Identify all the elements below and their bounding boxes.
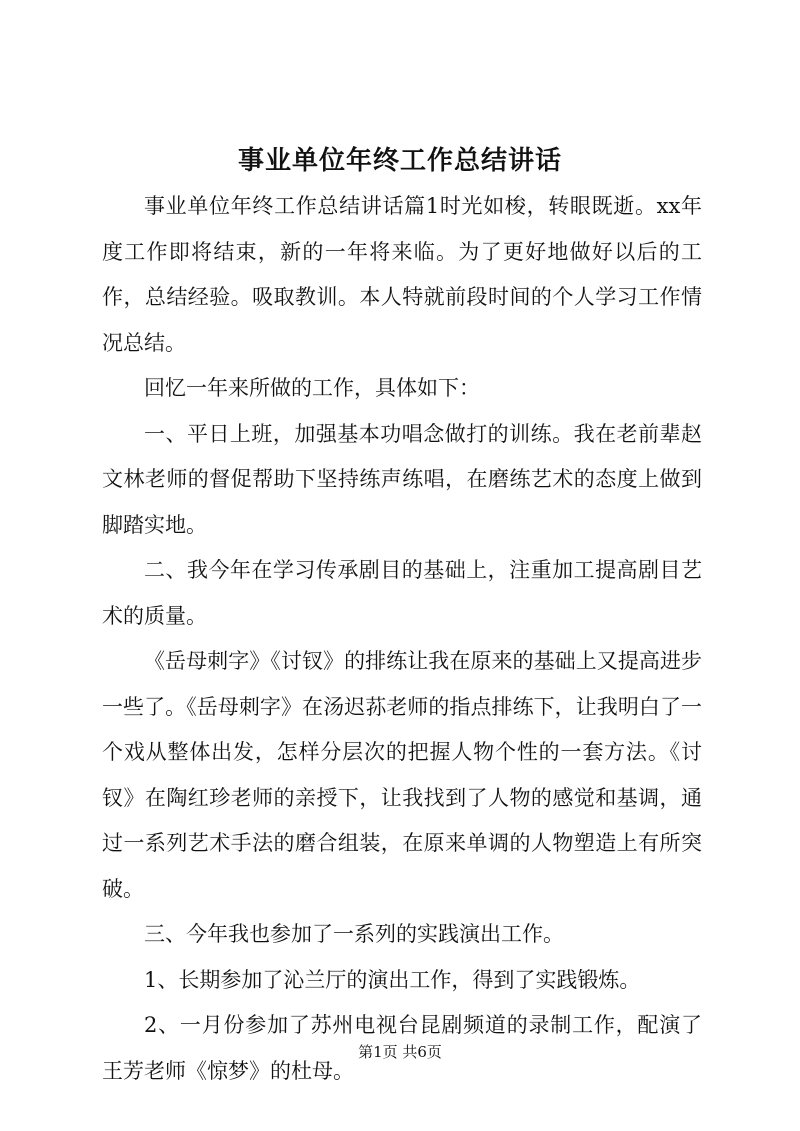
page-number-footer: 第1页 共6页 [358,1043,442,1061]
paragraph-point-two: 二、我今年在学习传承剧目的基础上，注重加工提高剧目艺术的质量。 [102,558,702,628]
paragraph-item-one: 1、长期参加了沁兰厅的演出工作，得到了实践锻炼。 [144,967,641,992]
document-body [102,184,702,1094]
paragraph-review: 回忆一年来所做的工作，具体如下： [144,376,480,400]
paragraph-rehearsal: 《岳母刺字》《讨钗》的排练让我在原来的基础上又提高进步一些了。《岳母刺字》在汤迟荪老师的指点排练下，让我明白了一个戏从整体出发，怎样分层次的把握人物个性的一套方法。《讨钗》在陶红珍老师的亲授下，让我找到了人物的感觉和基调，通过一系列艺术手法的磨合组装，在原来单调的人物塑造上有所突破。 [102,649,702,901]
paragraph-item-two: 2、一月份参加了苏州电视台昆剧频道的录制工作，配演了王芳老师《惊梦》的杜母。 [102,1013,702,1083]
paragraph-point-three: 三、今年我也参加了一系列的实践演出工作。 [144,922,564,946]
document-title: 事业单位年终工作总结讲话 [237,146,562,176]
paragraph-intro: 事业单位年终工作总结讲话篇1时光如梭，转眼既逝。xx年度工作即将结束，新的一年将来临。为了更好地做好以后的工作，总结经验。吸取教训。本人特就前段时间的个人学习工作情况总结。 [102,194,702,355]
paragraph-point-one: 一、平日上班，加强基本功唱念做打的训练。我在老前辈赵文林老师的督促帮助下坚持练声练唱，在磨练艺术的态度上做到脚踏实地。 [102,421,702,537]
